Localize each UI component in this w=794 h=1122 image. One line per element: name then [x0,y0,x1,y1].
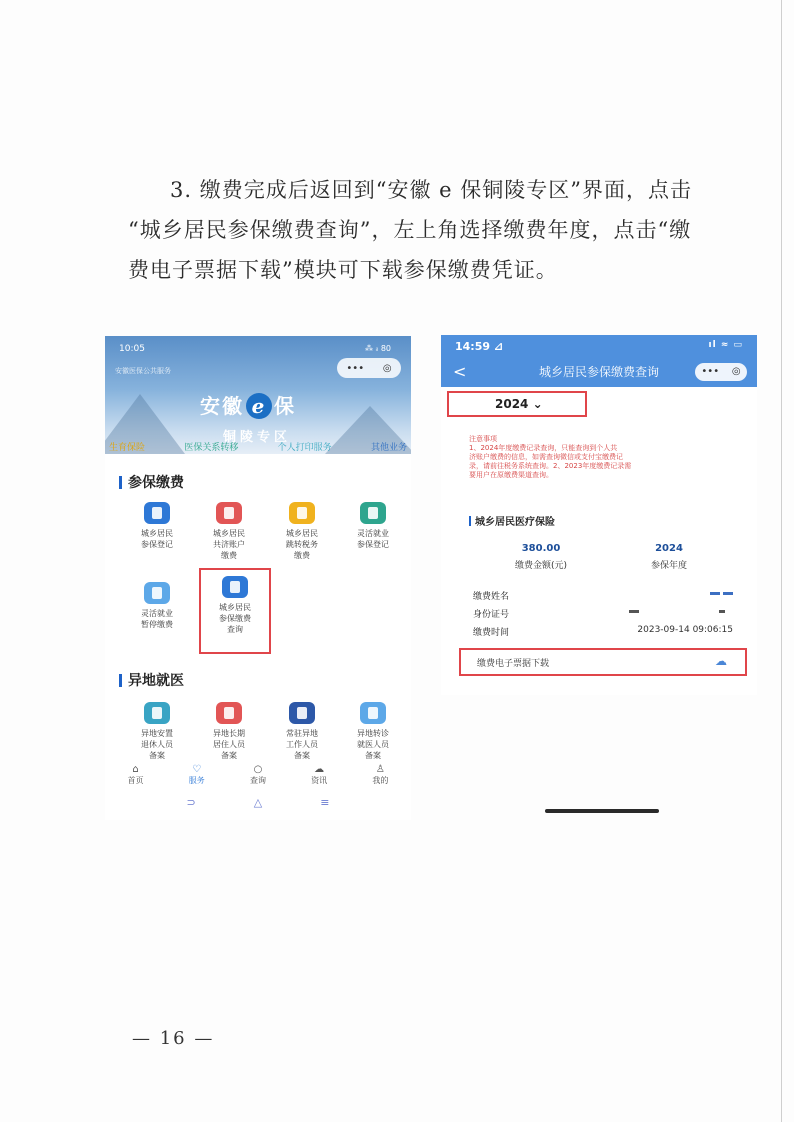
status-icons: ⁂ ᵢₗ 80 [364,344,391,353]
tile-label: 参保登记 [357,540,389,549]
tile-label: 跳转税务 [286,540,318,549]
tile-label: 就医人员 [357,740,389,749]
section-title-insurance: 城乡居民医疗保险 [469,513,555,528]
tile-label: 备案 [149,751,165,760]
notice-line: 济账户缴费的信息，如需查询微信或支付宝缴费记 [469,453,623,461]
nav-profile[interactable] [355,764,405,794]
instruction-paragraph [128,170,728,290]
tile-flexible-pause[interactable] [127,582,187,630]
more-icon[interactable]: ••• [701,366,720,377]
house-icon [216,702,242,724]
logo-text-left: 安徽 [200,394,244,418]
mini-program-nav [337,358,401,378]
bottom-navigation [105,764,411,794]
more-icon[interactable]: ••• [346,362,365,374]
section-title-remote-medical: 异地就医 [119,670,184,690]
tile-label: 缴费 [221,551,237,560]
amount-stat [491,543,591,571]
notice-line: 录，请前往税务系统查询。2、2023年度缴费记录需 [469,462,632,470]
tile-label: 灵活就业 [141,609,173,618]
shield-icon [144,502,170,524]
tile-label: 退休人员 [141,740,173,749]
tile-label: 常驻异地 [286,729,318,738]
nav-label: 我的 [372,776,389,785]
right-phone-screenshot [441,335,757,695]
tab-other[interactable]: 其他业务 [370,443,407,453]
tile-label: 查询 [227,625,243,634]
tile-label: 城乡居民 [219,603,251,612]
row-payment-time [473,625,733,639]
row-payer-name [473,589,733,603]
shield-check-icon [144,582,170,604]
home-button-icon[interactable]: △ [253,796,263,809]
nav-news[interactable] [294,764,344,794]
tile-label: 城乡居民 [286,529,318,538]
news-icon: ☁ [314,764,325,775]
tile-transfer-record[interactable] [343,702,403,761]
section-title-payment: 参保缴费 [119,472,184,492]
download-receipt-label: 缴费电子票据下载 [477,659,550,669]
tile-long-residence-record[interactable] [199,702,259,761]
worker-icon [289,702,315,724]
close-icon[interactable]: ◎ [382,362,392,374]
notice-line: 注意事项 [469,435,497,443]
home-indicator [545,809,659,813]
highlight-box-payment-query [199,568,271,654]
row-key: 缴费时间 [473,628,510,638]
notice-line: 要用户在原缴费渠道查询。 [469,471,553,479]
notice-line: 1、2024年度缴费记录查询，只能查询到个人共 [469,444,618,452]
redacted-name [710,589,733,599]
card-icon [216,502,242,524]
nav-query[interactable] [233,764,283,794]
app-logo [200,390,296,419]
tile-label: 备案 [294,751,310,760]
service-icon: ♡ [192,764,202,775]
tile-label: 参保登记 [141,540,173,549]
row-id-number [473,607,733,621]
tab-print[interactable]: 个人打印服务 [277,443,332,453]
profile-icon: ♙ [375,764,385,775]
nav-label: 首页 [127,776,144,785]
row-key: 身份证号 [473,610,510,620]
title-bar [441,357,757,387]
logo-e-icon: e [246,393,272,419]
status-icons: ıl ≈ ▭ [708,340,743,350]
tile-label: 异地长期 [213,729,245,738]
home-icon: ⌂ [132,764,139,775]
tile-flexible-enroll[interactable] [343,502,403,550]
status-time: 14:59 ⊿ [455,340,504,353]
notice-text [469,435,741,480]
download-receipt-button[interactable] [459,648,747,676]
quick-tabs [105,440,411,456]
transfer-icon [360,702,386,724]
tile-label: 异地安置 [141,729,173,738]
instruction-line-1: 3. 缴费完成后返回到“安徽 e 保铜陵专区”界面，点击 [170,178,692,202]
tile-label: 工作人员 [286,740,318,749]
nav-label: 服务 [188,776,205,785]
instruction-line-2: “城乡居民参保缴费查询”，左上角选择缴费年度，点击“缴 [128,218,692,242]
tile-label: 备案 [365,751,381,760]
page-number: — 16 — [132,1028,215,1049]
amount-label: 缴费金额(元) [514,561,568,571]
mini-program-nav [695,363,747,381]
tile-label: 城乡居民 [213,529,245,538]
redacted-id [629,607,725,617]
provider-label: 安徽医保公共服务 [115,367,171,375]
row-key: 缴费姓名 [473,592,510,602]
region-title: 铜陵专区 [223,430,292,445]
tile-retiree-record[interactable] [127,702,187,761]
system-navigation-bar [105,796,411,814]
tile-label: 共济账户 [213,540,245,549]
page-edge-line [781,0,782,1122]
tile-shared-account-pay[interactable] [199,502,259,561]
status-bar [441,335,757,357]
tile-label: 灵活就业 [357,529,389,538]
year-selector[interactable]: 2024 ⌄ [447,391,587,417]
tile-resident-enroll[interactable] [127,502,187,550]
amount-value: 380.00 [521,543,561,554]
instruction-line-3: 费电子票据下载”模块可下载参保缴费凭证。 [128,258,558,282]
briefcase-icon [360,502,386,524]
cloud-download-icon: ☁ [715,654,727,668]
tile-label: 城乡居民 [141,529,173,538]
tile-label: 备案 [221,751,237,760]
nav-home[interactable] [111,764,161,794]
banner [105,336,411,454]
back-icon[interactable]: ⊃ [186,796,196,809]
row-value: 2023-09-14 09:06:15 [637,625,733,635]
logo-text-right: 保 [274,394,296,418]
tab-transfer[interactable]: 医保关系转移 [184,443,239,453]
status-time: 10:05 [119,344,145,354]
search-icon: ○ [253,764,263,775]
tile-label: 参保缴费 [219,614,251,623]
tile-label: 缴费 [294,551,310,560]
tile-label: 居住人员 [213,740,245,749]
nav-service[interactable] [172,764,222,794]
left-phone-screenshot [105,336,411,820]
back-icon[interactable]: < [453,362,467,381]
year-label: 参保年度 [650,561,687,571]
document-icon [289,502,315,524]
nav-label: 查询 [249,776,266,785]
tile-label: 异地转诊 [357,729,389,738]
page-title: 城乡居民参保缴费查询 [538,365,659,379]
menu-icon[interactable]: ≡ [320,796,330,809]
year-value: 2024 [655,543,683,554]
person-icon [144,702,170,724]
nav-label: 资讯 [311,776,328,785]
tile-label: 暂停缴费 [141,620,173,629]
close-icon[interactable]: ◎ [731,366,741,377]
tab-maternity[interactable]: 生育保险 [109,443,146,453]
tile-tax-pay[interactable] [272,502,332,561]
year-stat [619,543,719,571]
tile-remote-worker-record[interactable] [272,702,332,761]
